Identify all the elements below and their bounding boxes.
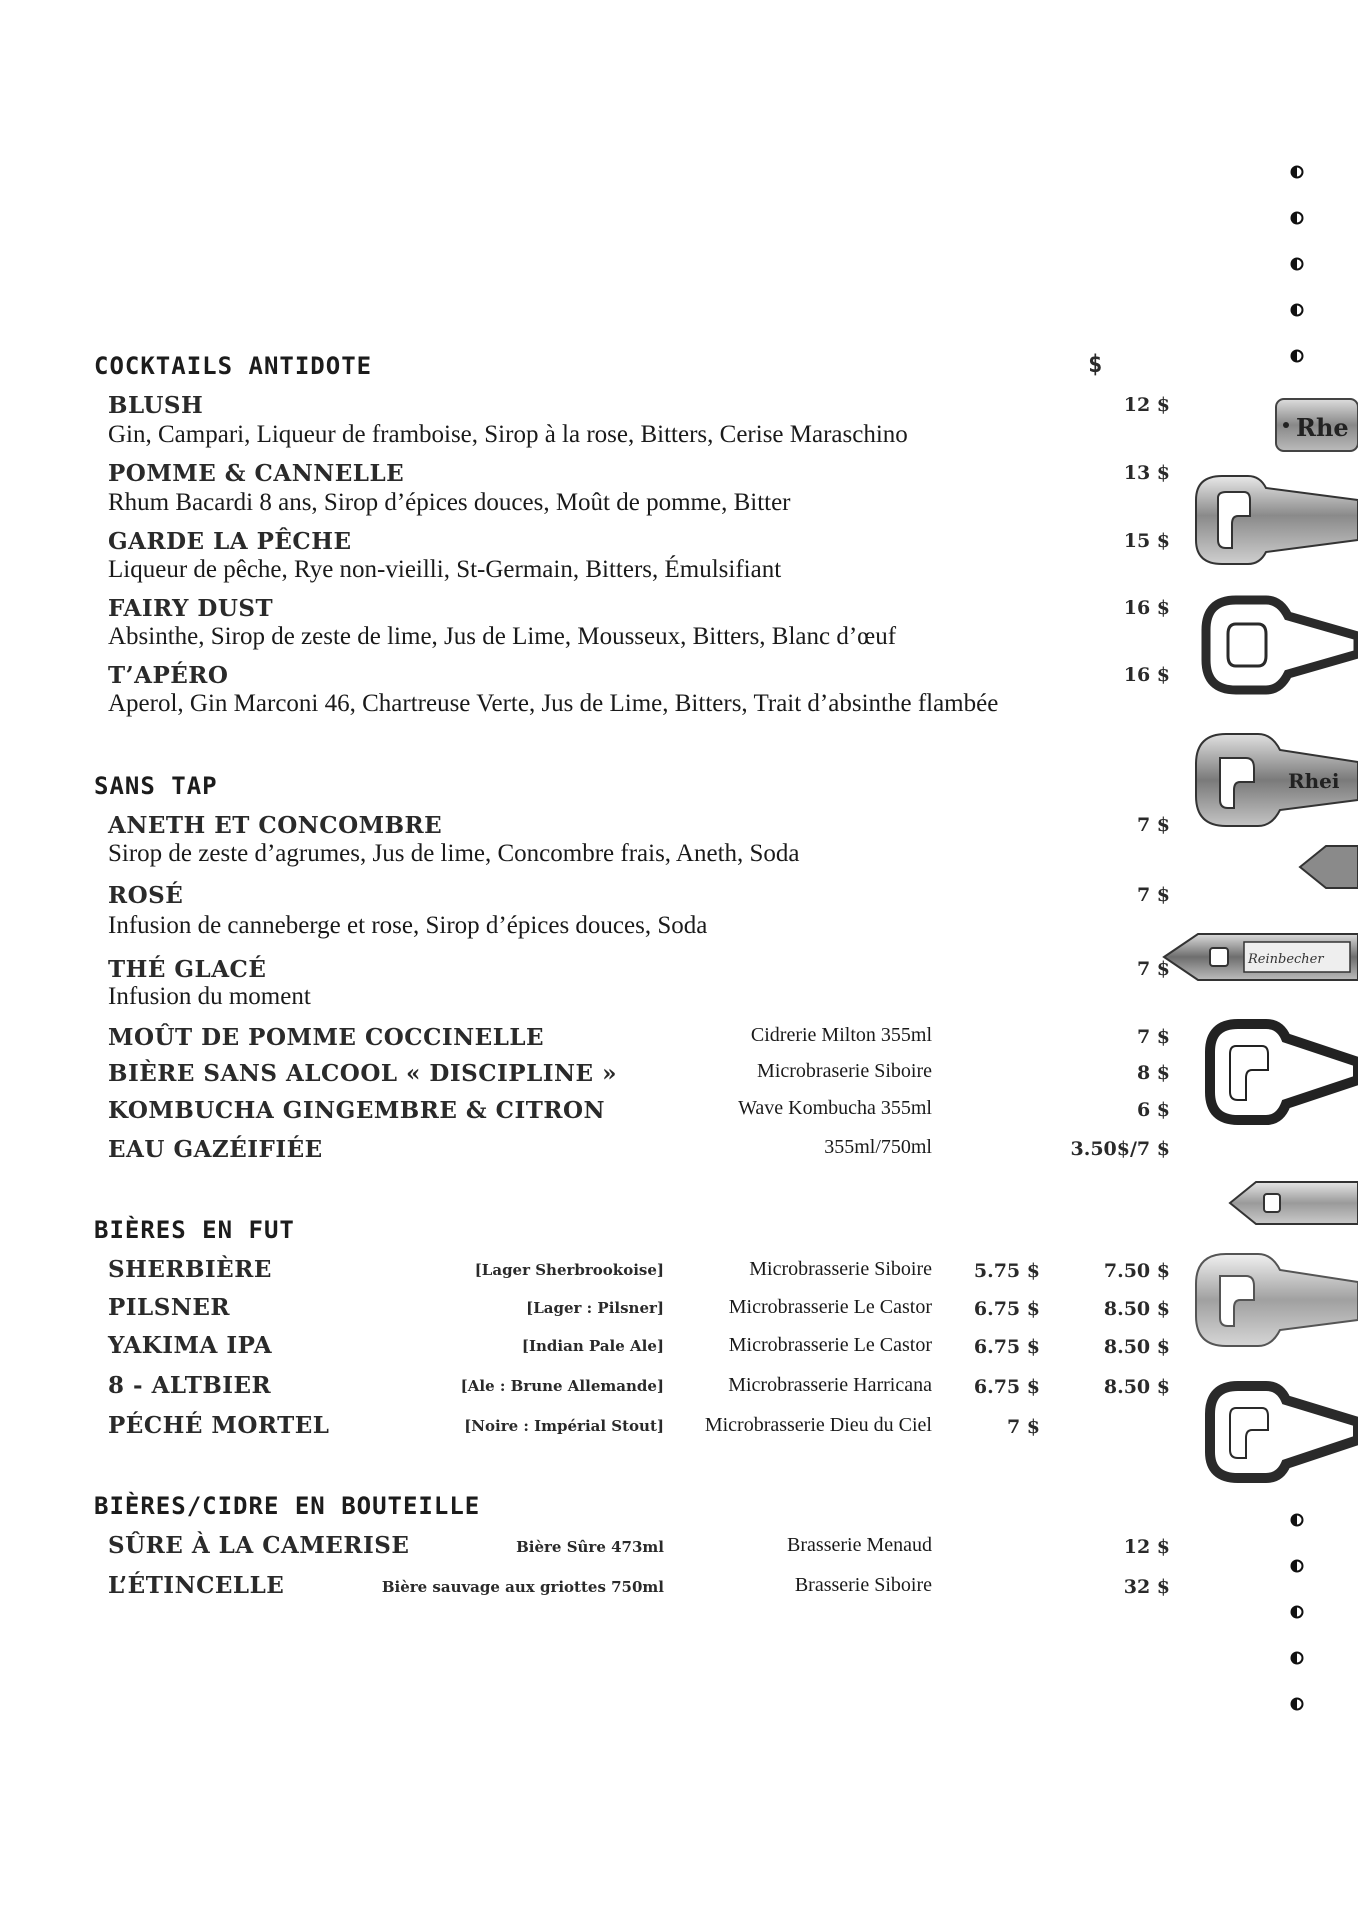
sanstap-price-the-glace: 7 $	[1136, 958, 1170, 980]
sanstap-price-discipline: 8 $	[1136, 1062, 1170, 1084]
svg-text:Rhei: Rhei	[1288, 769, 1340, 793]
bottle-opener-icon	[1160, 930, 1358, 984]
fut-style-altbier: [Ale : Brune Allemande]	[460, 1377, 664, 1395]
bottle-opener-icon	[1296, 842, 1358, 892]
fut-price2-yakima: 8.50 $	[1103, 1336, 1170, 1358]
cocktail-desc-blush: Gin, Campari, Liqueur de framboise, Sirop à la rose, Bitters, Cerise Maraschino	[108, 421, 908, 448]
cocktail-desc-tapero: Aperol, Gin Marconi 46, Chartreuse Verte, Jus de Lime, Bitters, Trait d’absinthe flambée	[108, 690, 999, 717]
fut-price2-altbier: 8.50 $	[1103, 1376, 1170, 1398]
sanstap-source-kombucha: Wave Kombucha 355ml	[738, 1097, 932, 1119]
svg-text:Reinbecher: Reinbecher	[1248, 952, 1324, 967]
fut-price1-peche-mortel: 7 $	[1006, 1416, 1040, 1438]
sanstap-source-discipline: Microbraserie Siboire	[757, 1060, 932, 1082]
half-circle-bullet-icon	[1290, 257, 1304, 271]
sanstap-name-kombucha: KOMBUCHA GINGEMBRE & CITRON	[108, 1097, 606, 1124]
fut-brewery-sherbiere: Microbrasserie Siboire	[749, 1258, 932, 1280]
sanstap-desc-rose: Infusion de canneberge et rose, Sirop d’épices douces, Soda	[108, 912, 708, 939]
bottle-opener-icon	[1188, 1246, 1358, 1354]
sanstap-source-eau: 355ml/750ml	[824, 1136, 932, 1158]
bottle-opener-icon	[1226, 1178, 1358, 1228]
half-circle-bullet-icon	[1290, 165, 1304, 179]
half-circle-bullet-icon	[1290, 1651, 1304, 1665]
fut-price1-pilsner: 6.75 $	[973, 1298, 1040, 1320]
sanstap-name-rose: ROSÉ	[108, 882, 184, 909]
cocktail-desc-pomme-cannelle: Rhum Bacardi 8 ans, Sirop d’épices douces, Moût de pomme, Bitter	[108, 489, 791, 516]
sanstap-name-the-glace: THÉ GLACÉ	[108, 956, 267, 983]
sanstap-price-eau: 3.50$/7 $	[1070, 1138, 1170, 1160]
bottle-opener-icon	[1188, 470, 1358, 570]
cocktail-price-garde-la-peche: 15 $	[1123, 530, 1170, 552]
cocktail-desc-fairy-dust: Absinthe, Sirop de zeste de lime, Jus de Lime, Mousseux, Bitters, Blanc d’œuf	[108, 623, 897, 650]
fut-price2-sherbiere: 7.50 $	[1103, 1260, 1170, 1282]
cocktail-price-pomme-cannelle: 13 $	[1123, 462, 1170, 484]
sanstap-price-mout-pomme: 7 $	[1136, 1026, 1170, 1048]
section-title-cocktails: COCKTAILS ANTIDOTE	[94, 352, 373, 380]
bouteille-brewery-camerise: Brasserie Menaud	[787, 1534, 932, 1556]
cocktail-desc-garde-la-peche: Liqueur de pêche, Rye non-vieilli, St-Germain, Bitters, Émulsifiant	[108, 556, 782, 583]
fut-style-peche-mortel: [Noire : Impérial Stout]	[464, 1417, 664, 1435]
cocktail-name-fairy-dust: FAIRY DUST	[108, 595, 274, 622]
cocktail-name-pomme-cannelle: POMME & CANNELLE	[108, 460, 405, 487]
bottle-opener-icon	[1196, 590, 1358, 700]
bouteille-name-camerise: SÛRE À LA CAMERISE	[108, 1532, 410, 1559]
cocktail-price-tapero: 16 $	[1123, 664, 1170, 686]
sanstap-name-mout-pomme: MOÛT DE POMME COCCINELLE	[108, 1024, 545, 1051]
bottle-opener-icon	[1188, 724, 1358, 834]
sanstap-price-kombucha: 6 $	[1136, 1099, 1170, 1121]
sanstap-desc-aneth: Sirop de zeste d’agrumes, Jus de lime, Concombre frais, Aneth, Soda	[108, 840, 800, 867]
bottle-opener-icon	[1196, 1374, 1358, 1490]
bottle-opener-icon	[1196, 1012, 1358, 1132]
fut-style-sherbiere: [Lager Sherbrookoise]	[474, 1261, 664, 1279]
cocktail-name-garde-la-peche: GARDE LA PÊCHE	[108, 528, 352, 555]
half-circle-bullet-icon	[1290, 1559, 1304, 1573]
sanstap-name-eau: EAU GAZÉIFIÉE	[108, 1136, 323, 1163]
fut-price2-pilsner: 8.50 $	[1103, 1298, 1170, 1320]
bottle-opener-icon	[1272, 395, 1358, 455]
fut-name-yakima: YAKIMA IPA	[108, 1332, 273, 1359]
bouteille-brewery-etincelle: Brasserie Siboire	[794, 1574, 932, 1596]
section-title-bieres-fut: BIÈRES EN FUT	[94, 1216, 295, 1244]
half-circle-bullet-icon	[1290, 349, 1304, 363]
sanstap-name-discipline: BIÈRE SANS ALCOOL « DISCIPLINE »	[108, 1060, 617, 1087]
fut-style-yakima: [Indian Pale Ale]	[521, 1337, 664, 1355]
cocktail-price-blush: 12 $	[1123, 394, 1170, 416]
bouteille-style-etincelle: Bière sauvage aux griottes 750ml	[381, 1578, 664, 1596]
half-circle-bullet-icon	[1290, 211, 1304, 225]
svg-text:Rhe: Rhe	[1296, 413, 1349, 442]
fut-brewery-peche-mortel: Microbrasserie Dieu du Ciel	[704, 1414, 932, 1436]
fut-price1-altbier: 6.75 $	[973, 1376, 1040, 1398]
currency-header: $	[1088, 350, 1103, 378]
fut-brewery-altbier: Microbrasserie Harricana	[728, 1374, 932, 1396]
fut-price1-sherbiere: 5.75 $	[973, 1260, 1040, 1282]
sanstap-price-rose: 7 $	[1136, 884, 1170, 906]
half-circle-bullet-icon	[1290, 303, 1304, 317]
bouteille-name-etincelle: L’ÉTINCELLE	[108, 1572, 285, 1599]
fut-brewery-pilsner: Microbrasserie Le Castor	[728, 1296, 932, 1318]
half-circle-bullet-icon	[1290, 1605, 1304, 1619]
bouteille-price-camerise: 12 $	[1123, 1536, 1170, 1558]
fut-style-pilsner: [Lager : Pilsner]	[526, 1299, 664, 1317]
sanstap-price-aneth: 7 $	[1136, 814, 1170, 836]
cocktail-name-tapero: T’APÉRO	[108, 662, 229, 689]
fut-brewery-yakima: Microbrasserie Le Castor	[728, 1334, 932, 1356]
section-title-bouteilles: BIÈRES/CIDRE EN BOUTEILLE	[94, 1492, 481, 1520]
half-circle-bullet-icon	[1290, 1513, 1304, 1527]
sanstap-name-aneth: ANETH ET CONCOMBRE	[108, 812, 443, 839]
fut-name-altbier: 8 - ALTBIER	[108, 1372, 272, 1399]
bouteille-price-etincelle: 32 $	[1123, 1576, 1170, 1598]
cocktail-price-fairy-dust: 16 $	[1123, 597, 1170, 619]
sanstap-source-mout-pomme: Cidrerie Milton 355ml	[750, 1024, 932, 1046]
section-title-sans-tap: SANS TAP	[94, 772, 218, 800]
fut-name-sherbiere: SHERBIÈRE	[108, 1256, 272, 1283]
bouteille-style-camerise: Bière Sûre 473ml	[516, 1538, 664, 1556]
cocktail-name-blush: BLUSH	[108, 392, 204, 419]
fut-name-peche-mortel: PÉCHÉ MORTEL	[108, 1412, 330, 1439]
fut-price1-yakima: 6.75 $	[973, 1336, 1040, 1358]
sanstap-desc-the-glace: Infusion du moment	[108, 983, 311, 1010]
fut-name-pilsner: PILSNER	[108, 1294, 231, 1321]
half-circle-bullet-icon	[1290, 1697, 1304, 1711]
